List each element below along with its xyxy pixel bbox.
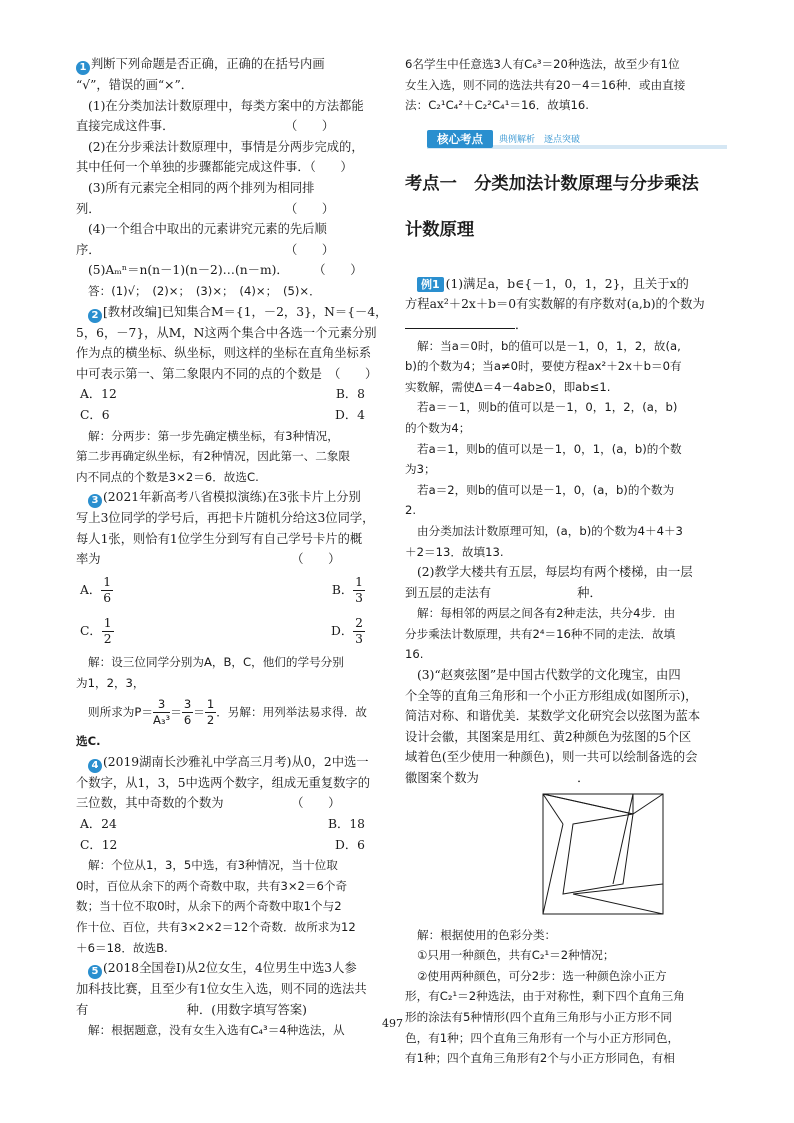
inner-square (563, 814, 633, 894)
text-line: 个数字，从1，3，5中选两个数字，组成无重复数字的 (76, 775, 371, 790)
answer-line: 答：(1)√； (2)×； (3)×； (4)×； (5)×． (88, 283, 321, 298)
solution-line: ②使用两种颜色，可分2步：选一种颜色涂小正方 (417, 968, 667, 983)
solution-line: 若a＝－1，则b的值可以是－1，0，1，2，(a，b) (417, 400, 678, 415)
solution-line: 女生入选，则不同的选法共有20－4＝16种．或由直接 (405, 77, 686, 92)
answer-blank-line: ． (405, 315, 732, 336)
solution-line: 16. (405, 647, 424, 662)
text-line: 率为 （ ） (76, 552, 341, 567)
solution-line: 选C. (76, 734, 101, 749)
question-4 (76, 752, 381, 958)
fraction: $\frac{1}{2}$ (103, 616, 112, 647)
text-line: (3)“赵爽弦图”是中国古代数学的文化瑰宝，由四 (417, 668, 681, 683)
solution-line: 解：个位从1，3，5中选，有3种情况，当十位取 (88, 858, 338, 873)
text-line: (4)一个组合中取出的元素讲究元素的先后顺 (88, 222, 327, 237)
text-line: 其中任何一个单独的步骤都能完成这件事．（ ） (76, 160, 353, 175)
option-d: D．4 (335, 407, 365, 422)
text-line: 写上3位同学的学号后，再把卡片随机分给这3位同学， (76, 511, 375, 526)
solution-line: 为3； (405, 462, 436, 477)
solution-line: 2. (405, 503, 417, 518)
option-b: B．18 (328, 817, 365, 832)
text-line: 作为点的横坐标、纵坐标，则这样的坐标在直角坐标系 (76, 346, 372, 361)
text-line: 到五层的走法有 种． (405, 585, 602, 600)
text-line: 序． （ ） (76, 242, 335, 257)
question-3 (76, 487, 381, 752)
options-row (76, 570, 381, 611)
solution-line: 若a＝2，则b的值可以是－1，0，(a，b)的个数为 (417, 482, 675, 497)
solution-line: 的个数为4； (405, 420, 471, 435)
solution-line: 形的涂法有5种情形(四个直角三角形与小正方形不同 (405, 1010, 672, 1024)
solution-line: ＋6＝18．故选B. (76, 940, 168, 955)
text-line: [教材改编]已知集合M＝{1，－2，3}，N＝{－4， (103, 304, 388, 319)
text-line: 判断下列命题是否正确，正确的在括号内画 (91, 57, 325, 71)
question-5 (76, 958, 381, 1041)
text-line: 简洁对称、和谐优美．某数学文化研究会以弦图为蓝本 (405, 709, 701, 724)
text-line: 域着色(至少使用一种颜色)，则一共可以绘制备选的会 (405, 750, 698, 765)
text-line: 每人1张，则恰有1位学生分到写有自己学号卡片的概 (76, 531, 363, 546)
banner-subtitle: 典例解析 逐点突破 (499, 134, 581, 145)
text-line: (2)在分步乘法计数原理中，事情是分两步完成的， (88, 139, 364, 154)
question-2 (76, 302, 388, 488)
option-a: A．24 (80, 817, 117, 832)
text-line: (5)Aₘⁿ＝n(n－1)(n－2)…(n－m)． （ ） (88, 263, 363, 278)
solution-line: b)的个数为4；当a≠0时，要使方程ax²＋2x＋b＝0有 (405, 359, 682, 374)
solution-line: 0时，百位从余下的两个奇数中取，共有3×2＝6个奇 (76, 878, 348, 893)
options-row (76, 835, 381, 856)
option-a: A．12 (80, 387, 117, 402)
solution-line: 分步乘法计数原理，共有2⁴＝16种不同的走法．故填 (405, 626, 676, 641)
text-line: (1)在分类加法计数原理中，每类方案中的方法都能 (88, 98, 364, 113)
solution-line: 作十位、百位，共有3×2×2＝12个奇数．故所求为12 (76, 920, 356, 934)
fraction: $\frac{1}{2}$ (206, 696, 215, 727)
page-number: 497 (382, 1017, 403, 1030)
question-number-badge: 2 (88, 309, 102, 323)
options-row (76, 611, 381, 652)
solution-line: 6名学生中任意选3人有C₆³＝20种选法，故至少有1位 (405, 57, 680, 71)
solution-line: 色，有1种；四个直角三角形有一个与小正方形同色， (405, 1030, 680, 1045)
text-line: 三位数，其中奇数的个数为 （ ） (76, 796, 341, 811)
text-line: 有 种．(用数字填写答案) (76, 1002, 307, 1017)
solution-line: 内不同点的个数是3×2＝6．故选C. (76, 469, 259, 484)
fraction: $\frac{3}{\text{A₃³}}$ (152, 696, 171, 727)
text-line: 列． （ ） (76, 201, 335, 216)
option-b: B． $\frac{1}{3}$ (331, 575, 363, 606)
zhao-shuang-diagram (405, 789, 732, 925)
example-label: 例1 (417, 277, 444, 292)
solution-line: 解：每相邻的两层之间各有2种走法，共分4步．由 (417, 606, 676, 621)
left-column (76, 54, 388, 1041)
text-line: (2021年新高考八省模拟演练)在3张卡片上分别 (103, 490, 361, 505)
right-column (405, 54, 732, 1069)
solution-line: 有1种；四个直角三角形有2个与小正方形同色，有相 (405, 1051, 675, 1066)
solution-formula: 则所求为P＝ $\frac{3}{\text{A₃³}}$ ＝ $\frac{3}{6}$ ＝ $\frac{1}{2}$ ．另解：用列举法易求得．故 (88, 696, 367, 727)
section-banner (427, 126, 727, 150)
question-number-badge: 5 (88, 965, 102, 979)
section-heading: 计数原理 (405, 219, 475, 240)
section-heading: 考点一 分类加法计数原理与分步乘法 (405, 173, 699, 194)
solution-line: 若a＝1，则b的值可以是－1，0，1，(a，b)的个数 (417, 441, 682, 456)
fraction: $\frac{3}{6}$ (183, 696, 192, 727)
fraction: $\frac{1}{6}$ (103, 575, 112, 606)
text-line: (1)满足a，b∈{－1，0，1，2}，且关于x的 (445, 276, 689, 291)
option-c: C． $\frac{1}{2}$ (80, 616, 112, 647)
solution-line: 第二步再确定纵坐标，有2种情况，因此第一、二象限 (76, 449, 351, 464)
question-1 (76, 54, 381, 302)
question-number-badge: 4 (88, 759, 102, 773)
text-line: 加科技比赛，且至少有1位女生入选，则不同的选法共 (76, 982, 367, 997)
fraction: $\frac{2}{3}$ (355, 616, 363, 647)
solution-line: 法：C₂¹C₄²＋C₂²C₄¹＝16．故填16. (405, 98, 589, 113)
options-row (76, 814, 381, 835)
option-a: A． $\frac{1}{6}$ (80, 575, 112, 606)
text-line: 5，6，－7}，从M，N这两个集合中各选一个元素分别 (76, 325, 377, 340)
text-line: (2019湖南长沙雅礼中学高三月考)从0，2中选一 (103, 754, 369, 769)
zhao-shuang-diagram-svg (405, 789, 732, 925)
text-line: (2)教学大楼共有五层，每层均有两个楼梯，由一层 (417, 565, 693, 580)
text-line: 个全等的直角三角形和一个小正方形组成(如图所示)， (405, 688, 698, 703)
option-c: C．12 (80, 837, 118, 852)
solution-line: ＋2＝13．故填13. (405, 544, 504, 559)
question-number-badge: 1 (76, 61, 90, 75)
outer-square (543, 794, 663, 914)
text-line: 设计会徽，其图案是用红、黄2种颜色为弦图的5个区 (405, 729, 692, 744)
options-row (76, 384, 381, 405)
solution-line: 解：分两步：第一步先确定横坐标，有3种情况， (88, 428, 339, 443)
question-number-badge: 3 (88, 494, 102, 508)
fraction: $\frac{1}{3}$ (355, 575, 363, 606)
solution-line: 形，有C₂¹＝2种选法，由于对称性，剩下四个直角三角 (405, 989, 685, 1004)
answer-blank (405, 315, 515, 329)
solution-line: ①只用一种颜色，共有C₂¹＝2种情况； (417, 948, 615, 963)
option-b: B．8 (335, 387, 365, 402)
text-line: 方程ax²＋2x＋b＝0有实数解的有序数对(a,b)的个数为 (405, 297, 705, 312)
solution-line: 解：当a＝0时，b的值可以是－1，0，1，2，故(a, (417, 338, 681, 353)
text-line: “√”，错误的画“×”． (76, 78, 194, 92)
text-line: (3)所有元素完全相同的两个排列为相同排 (88, 180, 315, 195)
option-c: C．6 (80, 407, 110, 422)
solution-line: 解：根据使用的色彩分类： (417, 927, 557, 942)
text-line: 中可表示第一、第二象限内不同的点的个数是 （ ） (76, 366, 378, 381)
solution-line: 数；当十位不取0时，从余下的两个奇数中取1个与2 (76, 899, 342, 914)
example-1 (405, 274, 732, 789)
solution-line: 由分类加法计数原理可知，(a，b)的个数为4＋4＋3 (417, 523, 683, 538)
option-d: D．6 (335, 837, 365, 852)
option-d: D． $\frac{2}{3}$ (331, 616, 363, 647)
text-line: 徽图案个数为 ． (405, 771, 590, 786)
options-row (76, 405, 381, 426)
text-line: (2018全国卷Ⅰ)从2位女生，4位男生中选3人参 (103, 961, 357, 976)
solution-line: 实数解，需使Δ＝4－4ab≥0，即ab≤1. (405, 379, 611, 394)
solution-line: 为1，2，3， (76, 675, 145, 690)
solution-line: 解：设三位同学分别为A，B，C，他们的学号分别 (88, 655, 344, 670)
text-line: 直接完成这件事． （ ） (76, 119, 335, 134)
banner-tag: 核心考点 (427, 130, 493, 148)
solution-line: 解：根据题意，没有女生入选有C₄³＝4种选法，从 (88, 1023, 345, 1038)
